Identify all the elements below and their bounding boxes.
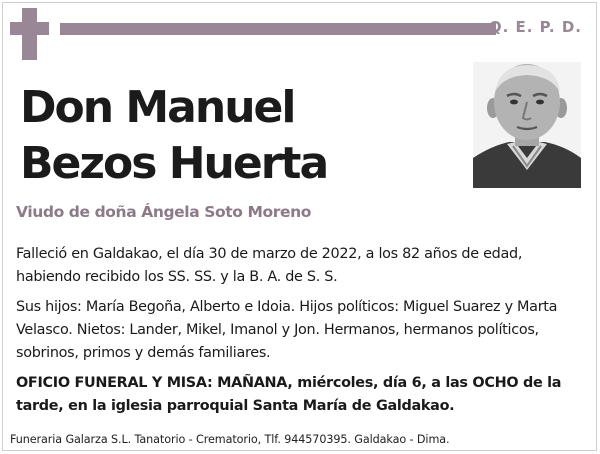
obituary-body [16, 243, 586, 425]
widow-of-line: Viudo de doña Ángela Soto Moreno [16, 203, 312, 221]
funeral-home-footer: Funeraria Galarza S.L. Tanatorio - Crematorio, Tlf. 944570395. Galdakao - Dima. [10, 433, 450, 446]
qepd-label: Q. E. P. D. [488, 18, 582, 36]
family-paragraph: Sus hijos: María Begoña, Alberto e Idoia. Hijos políticos: Miguel Suarez y Marta Velasco. Nietos: Lander, Mikel, Imanol y Jon. Hermanos, hermanos políticos, sobrinos, primos y demás familiares. [16, 299, 558, 361]
name-line-1: Don Manuel [20, 82, 295, 133]
name-line-2: Bezos Huerta [20, 138, 328, 189]
portrait-photo [473, 62, 581, 188]
cross-icon-horizontal [10, 22, 49, 35]
header-divider-bar [60, 23, 496, 35]
funeral-info-paragraph: OFICIO FUNERAL Y MISA: MAÑANA, miércoles, día 6, a las OCHO de la tarde, en la iglesia parroquial Santa María de Galdakao. [16, 375, 562, 414]
death-details-paragraph: Falleció en Galdakao, el día 30 de marzo de 2022, a los 82 años de edad, habiendo recibido los SS. SS. y la B. A. de S. S. [16, 246, 523, 285]
portrait-illustration [473, 62, 581, 188]
deceased-name [20, 80, 327, 192]
